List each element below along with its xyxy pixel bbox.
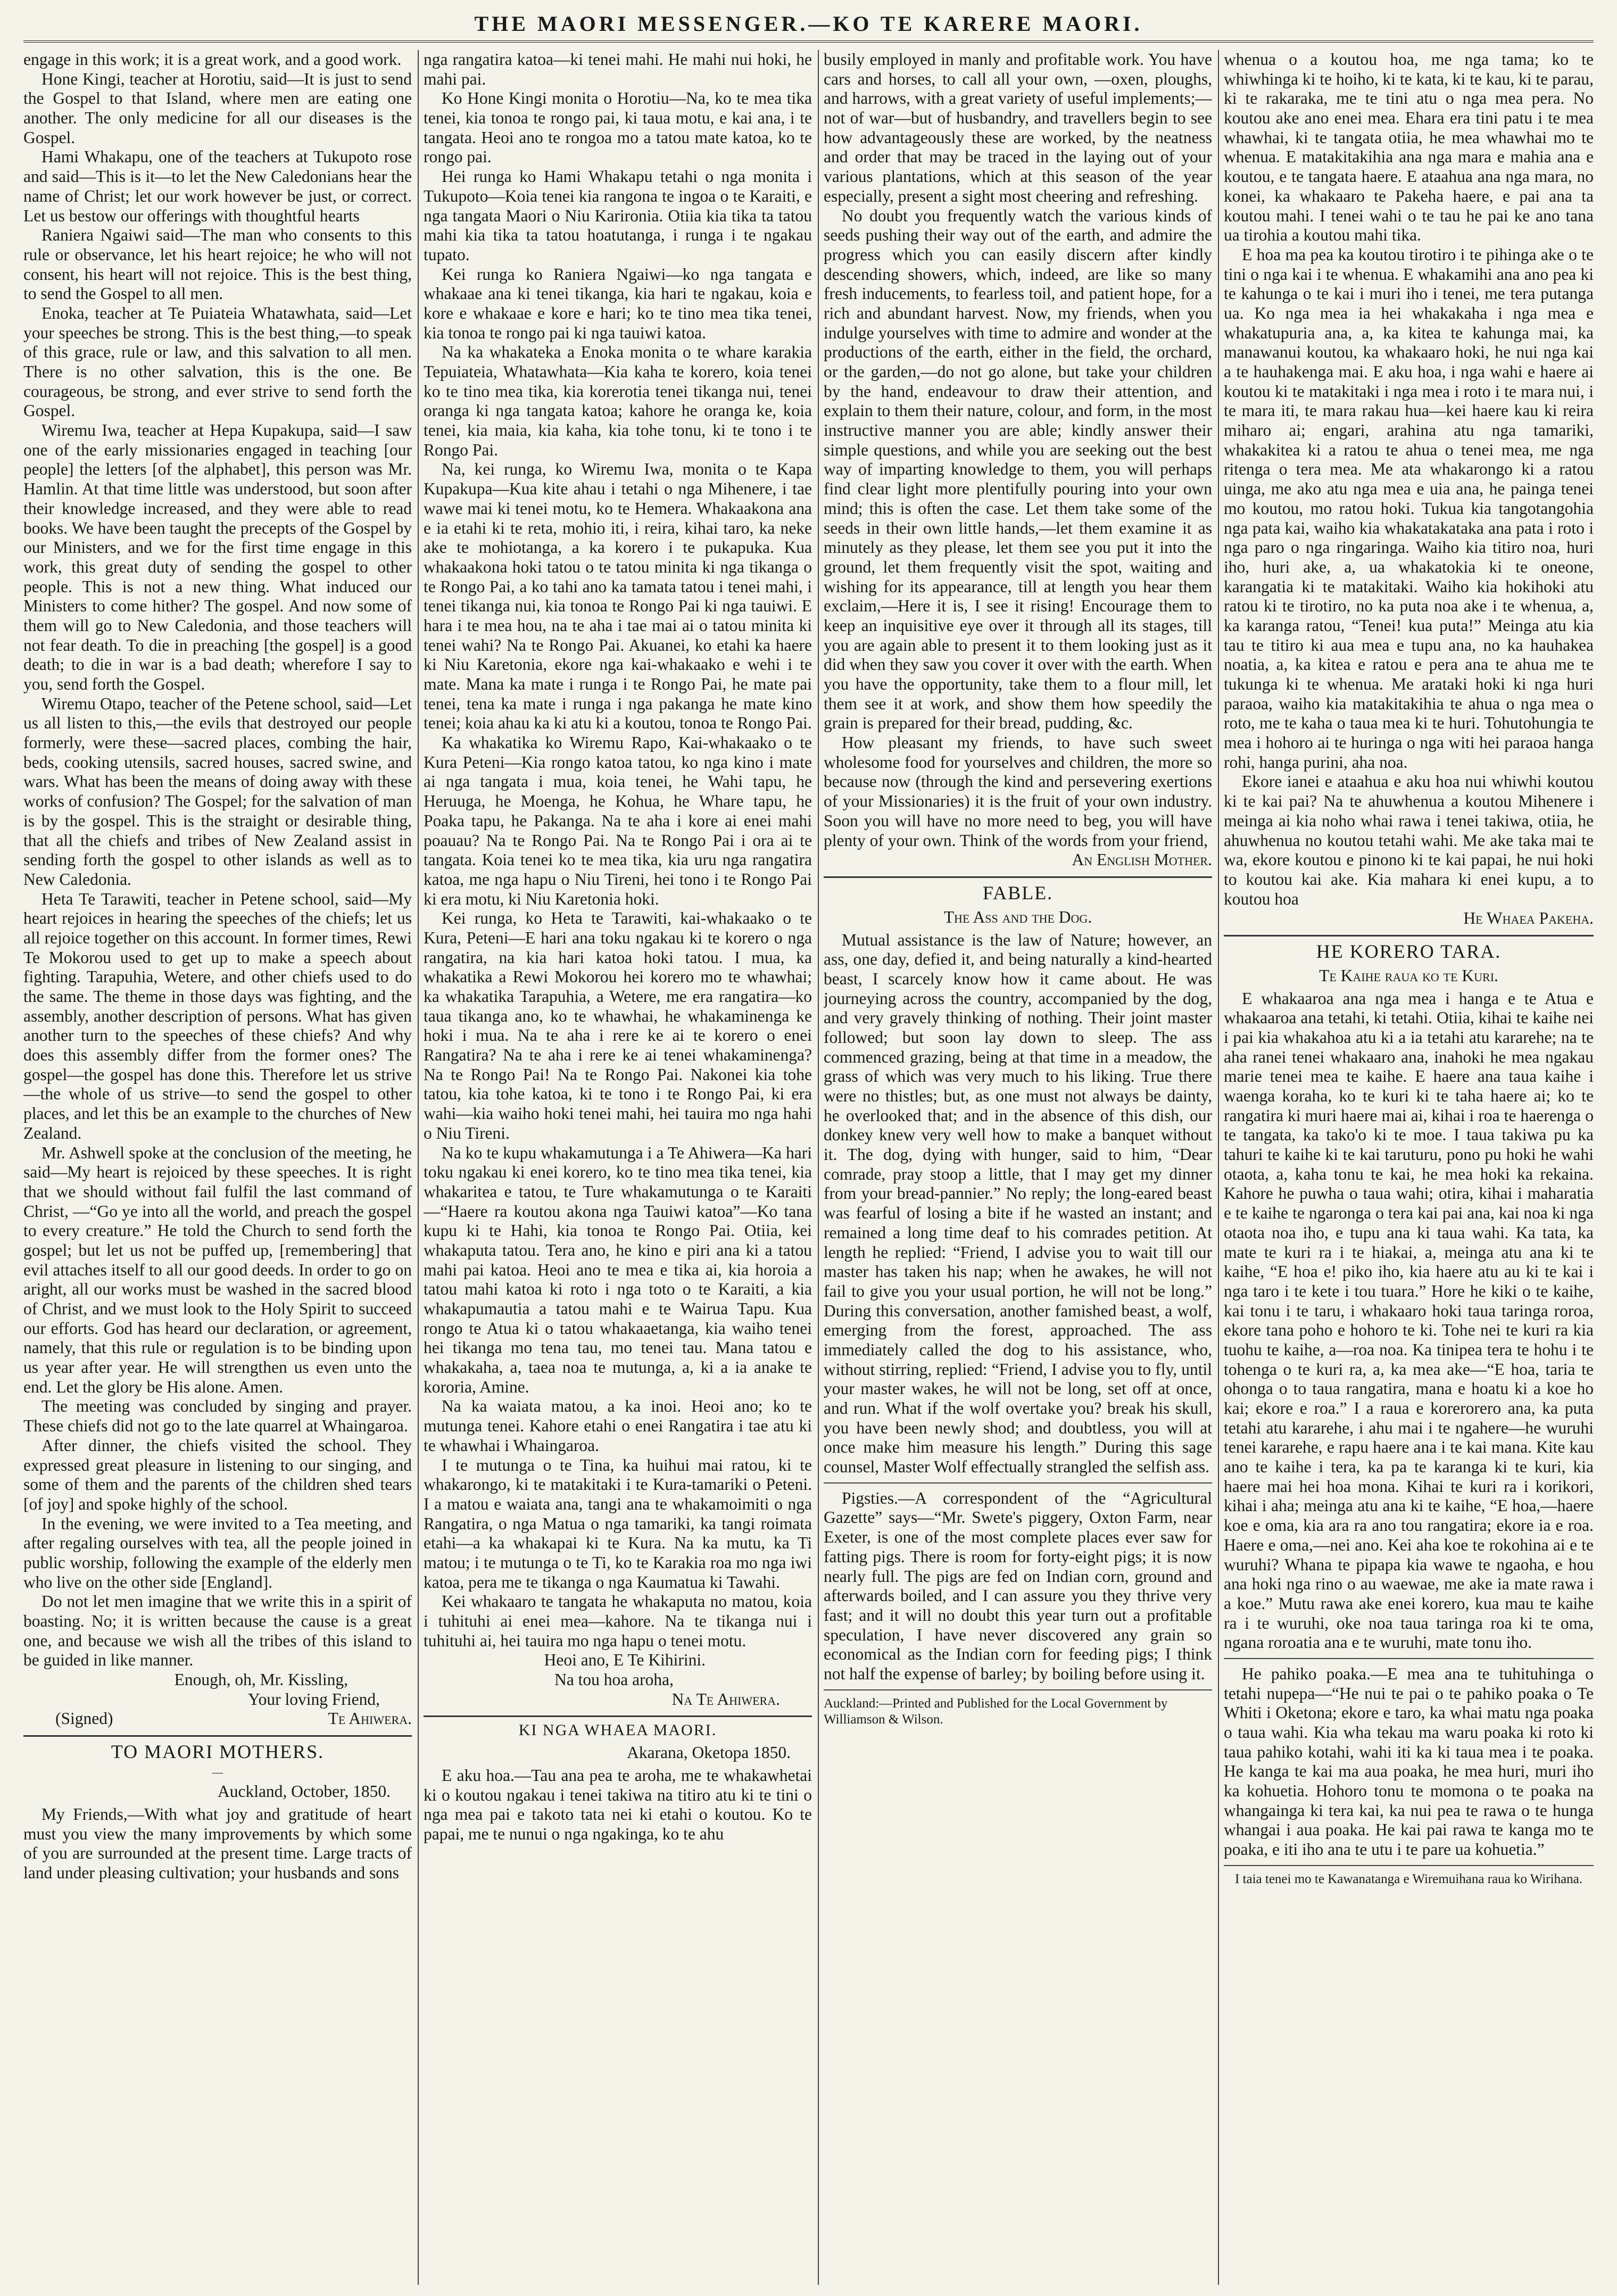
fable-title: FABLE. — [982, 882, 1054, 904]
paragraph: Ko Hone Kingi monita o Horotiu—Na, ko te mea tika tenei, kia tonoa te rongo pai, ki taua motu, e kai ana, i te tangata. Heoi ano te rongoa mo a tatou mate katoa, ko te rongo pai. — [424, 89, 812, 167]
paragraph: Ekore ianei e ataahua e aku hoa nui whiwhi koutou ki te kai pai? Na te ahuwhenua a koutou Mihenere i meinga ai kia noho whai rawa i tenei takiwa, otiia, he ahuwhenua no koutou tetahi wahi. Me ake taka mai te wa, ekore koutou e pinono ki te kai papai, he nui hoki to koutou kai ake. Kia mahara ki enei kupu, a to koutou hoa — [1224, 772, 1594, 908]
letter-closing: Na tou hoa aroha, — [554, 1670, 674, 1689]
column-2 — [424, 50, 812, 2285]
columns — [23, 50, 1594, 2285]
paragraph: Hami Whakapu, one of the teachers at Tukupoto rose and said—This is it—to let the New Caledonians hear the name of Christ; let our work however be just, or correct. Let us bestow our offerings with thoughtful hearts — [23, 147, 412, 225]
masthead-rule — [23, 40, 1594, 43]
paragraph: busily employed in manly and profitable work. You have cars and horses, to call all your own, —oxen, ploughs, and harrows, with a great variety of useful implements;—not of war—but of husbandry, and travellers begin to see how advantageously these are worked, by the neatness and order that may be traced in the laying out of your various plantations, which at this season of the year especially, present a sight most cheering and refreshing. — [824, 50, 1212, 205]
paragraph: After dinner, the chiefs visited the school. They expressed great pleasure in listening to our singing, and some of them and the parents of the children shed tears [of joy] and spoke highly of the school. — [23, 1436, 412, 1513]
signature: He Whaea Pakeha. — [1463, 909, 1594, 928]
article-title: TO MAORI MOTHERS. — [111, 1741, 325, 1763]
column-3 — [824, 50, 1212, 2285]
section-rule — [424, 1715, 812, 1717]
paragraph: Kei whakaaro te tangata he whakaputa no matou, koia i tuhituhi ai enei mea—kahore. Na te tikanga nui i tuhituhi ai, hei tauira mo nga hapu o tenei motu. — [424, 1592, 812, 1650]
column-divider — [1218, 50, 1219, 2285]
paragraph: E aku hoa.—Tau ana pea te aroha, me te whakawhetai ki o koutou ngakau i tenei takiwa na titiro atu ki te tini o nga mea pai e takoto tata nei ki etahi o koutou. Ko te papai, me te nunui o nga ngakinga, ko te ahu — [424, 1766, 812, 1844]
signature: An English Mother. — [1072, 850, 1212, 869]
paragraph: Na ko te kupu whakamutunga i a Te Ahiwera—Ka hari toku ngakau ki enei korero, ko te tino mea tika tenei, kia whakaritea e tatou, te Ture whakamutunga o te Karaiti —“Haere ra koutou akona nga Tauiwi katoa”—Ko tana kupu ki te Hahi, kia tonoa te Rongo Pai. Otiia, kei whakaputa tatou. Tera ano, he kino e piri ana ki a tatou mahi pai katoa. Heoi ano te mea e tika ai, kia horoia a tatou mahi katoa ki roto i nga toto o te Karaiti, a kia whakapumautia a tatou mahi e te Wairua Tapu. Kua rongo te Atua ki o tatou whakaaetanga, kia waiho tenei hei tikanga mo tena tau, mo tenei tau. Mana tatou e whakakaha, a, taea noa te mutunga, a, ki a ia anake te kororia, Amine. — [424, 1143, 812, 1396]
section-rule — [1224, 1865, 1594, 1866]
paragraph: In the evening, we were invited to a Tea meeting, and after regaling ourselves with tea, all the people joined in public worship, following the example of the elderly men who live on the other side [England]. — [23, 1514, 412, 1592]
paragraph: He pahiko poaka.—E mea ana te tuhituhinga o tetahi nupepa—“He nui te pai o te pahiko poaka o Te Whiti i Oketona; ekore e taro, ka whai matu nga poaka o taua wahi. Kia wha tekau ma waru poaka ki roto ki taua pahiko kotahi, wahi iti ka ki taua mea i te poaka. He kanga te kai ma aua poaka, he mea huri, muri iho ka kohuetia. Hohoro tonu te momona o te poaka na whangainga ki tera kai, ka nui pea te rawa o te hunga whangai i aua poaka. He kai pai rawa te kanga mo te poaka, e iti iho ana te utu i te pare ua kohuetia.” — [1224, 1664, 1594, 1859]
section-rule — [23, 1735, 412, 1737]
paragraph: Raniera Ngaiwi said—The man who consents to this rule or observance, let his heart rejoice; he who will not consent, his heart will not rejoice. This is the best thing, to send the Gospel to all men. — [23, 226, 412, 303]
section-rule — [1224, 935, 1594, 936]
paragraph: Heta Te Tarawiti, teacher in Petene school, said—My heart rejoices in hearing the speeches of the chiefs; let us all rejoice together on this account. In former times, Rewi Te Mokorou used to get up to make a speech about fighting. Tarapuhia, Wetere, and other chiefs used to do the same. The theme in those days was fighting, and the assembly, another description of persons. What has given another turn to the speeches of these chiefs? And why does this assembly differ from the former ones? The gospel—the gospel has done this. Therefore let us strive—the whole of us strive—to send the gospel to other places, and let this be an example to the churches of New Zealand. — [23, 889, 412, 1142]
paragraph: Na ka waiata matou, a ka inoi. Heoi ano; ko te mutunga tenei. Kahore etahi o enei Rangatira i tae atu ki te whawhai i Whaingaroa. — [424, 1397, 812, 1455]
paragraph: Wiremu Otapo, teacher of the Petene school, said—Let us all listen to this,—the evils that destroyed our people formerly, were these—sacred places, combing the hair, beds, cooking utensils, sacred houses, sacred swine, and wars. What has been the means of doing away with these works of confusion? The Gospel; for the salvation of man is by the gospel. This is the straight or desirable thing, that all the chiefs and tribes of New Zealand assist in sending forth the gospel to other islands as well as to New Caledonia. — [23, 694, 412, 889]
paragraph: engage in this work; it is a great work, and a good work. — [23, 50, 402, 69]
section-rule — [824, 1482, 1212, 1483]
paragraph: How pleasant my friends, to have such sweet wholesome food for yourselves and children, the more so because now (through the kind and persevering exertions of your Missionaries) it is the fruit of your own industry. Soon you will have no more need to beg, you will have plenty of your own. Think of the words from your friend, — [824, 733, 1212, 850]
paragraph: Mr. Ashwell spoke at the conclusion of the meeting, he said—My heart is rejoiced by these speeches. It is right that we should without fail fulfil the last command of Christ, —“Go ye into all the world, and preach the gospel to every creature.” He told the Church to send forth the gospel; but let us not be puffed up, [remembering] that evil attaches itself to all our good deeds. In order to go on aright, all our works must be washed in the sacred blood of Christ, and we must look to the Holy Spirit to succeed our efforts. God has heard our declaration, or agreement, namely, that this rule or regulation is to be binding upon us year after year. He will strengthen us even unto the end. Let the glory be His alone. Amen. — [23, 1143, 412, 1396]
paragraph: Na, kei runga, ko Wiremu Iwa, monita o te Kapa Kupakupa—Kua kite ahau i tetahi o nga Mihenere, i tae wawe mai ki tenei motu, ko te Hemera. Whakaakona ana e ia etahi ki te reta, mohio iti, i reira, kihai taro, ka neke ake te mohiotanga, a ka korero i te pukapuka. Kua whakaakona hoki tatou o te tatou minita ki nga tikanga o te Rongo Pai, a ko tahi ano ka tamata tatou i tenei mahi, i tenei tikanga nui, kia tonoa te Rongo Pai ki nga tauiwi. E hara i te mea hou, na te aha i tae mai ai o tatou minita ki tenei wahi? Na te Rongo Pai. Akuanei, ko etahi ka haere ki Niu Karetonia, ekore nga kai-whakaako e wehi i te mate. Mana ka mate i runga i te Rongo Pai, he mate pai tenei, tena ka mate i runga i nga pakanga he mate kino tenei; koia ahau ka ki atu ki a koutou, tonoa te Rongo Pai. — [424, 460, 812, 733]
letter-closing: Your loving Friend, — [248, 1689, 380, 1709]
paragraph: Pigsties.—A correspondent of the “Agricultural Gazette” says—“Mr. Swete's piggery, Oxton Farm, near Exeter, is one of the most complete places ever saw for fatting pigs. There is room for forty-eight pigs; it is now nearly full. The pigs are fed on Indian corn, ground and afterwards boiled, and I can assure you they thrive very fast; and it will no doubt this year turn out a profitable speculation, I have never discovered any grain so economical as the Indian corn for feeding pigs; I think not half the expense of barley; by boiling before using it. — [824, 1488, 1212, 1683]
signature: Na Te Ahiwera. — [671, 1689, 780, 1709]
signature-line — [23, 1709, 412, 1729]
paragraph: Kei runga ko Raniera Ngaiwi—ko nga tangata e whakaae ana ki tenei tikanga, kia hari te ngakau, koia e kore e whakaae e kore e hari; ko te tino mea tika tenei, kia tonoa te rongo pai ki nga tauiwi katoa. — [424, 264, 812, 342]
dateline: Akarana, Oketopa 1850. — [627, 1743, 791, 1762]
paragraph: E hoa ma pea ka koutou tirotiro i te pihinga ake o te tini o nga kai i te whenua. E whakamihi ana ano pea ki te kahunga o te kai i muri iho i tenei, me tera putanga ua. Ko nga mea ia hei whakakaha i nga mea e whakatupuria ana, a, ka kitea te kahunga mai, ka manawanui koutou, ka whakaaro hoki, he nui nga kai a te hauhakenga mai. E aku hoa, i nga wahi e haere ai koutou ki te matakitaki i nga mea i roto i te mara nui, i te mara iti, te mara rakau hua—kei haere kau ki reira miharo ai; engari, arahina atu nga tamariki, whakakitea ki a ratou te ahua o tenei mea, me nga ritenga o tera mea. Me ata whakarongo ki a ratou uinga, me ako atu nga mea e uia ana, he painga tenei mo koutou, mo ratou hoki. Tukua kia tangotangohia nga pata kai, waiho kia whakatakataka ana pata i roto i nga paro o nga ringaringa. Waiho kia titiro noa, huri iho, huri ake, a, ua whakatokia ki te oneone, karangatia ki te matakitaki. Waiho kia hokihoki atu ratou ki te tirotiro, no ka puta noa ake i te whenua, a, ka karanga ratou, “Tenei! kua puta!” Meinga atu kia tau te titiro ki aua mea e tupu ana, no ka hauhakea noatia, a, ka kitea e ratou e pera ana te ahua me te tukunga ki te whenua. Me arataki hoki ki nga huri paraoa, waiho kia matakitakihia te ahua o nga mea o roto, me te kaha o taua mea ki te huri. Tohutohungia te mea i hohoro ai te huringa o nga witi hei paraoa hanga rohi, hanga purini, aha noa. — [1224, 245, 1594, 772]
paragraph: No doubt you frequently watch the various kinds of seeds pushing their way out of the earth, and admire the progress which you can easily discern after kindly descending showers, which, indeed, are like so many fresh inducements, to fearless toil, and patient hope, for a rich and abundant harvest. Now, my friends, when you indulge yourselves with time to admire and wonder at the productions of the earth, either in the field, the orchard, or the garden,—do not go alone, but take your children by the hand, endeavour to draw their attention, and explain to them their nature, colour, and form, in the most instructive manner you are able; kindly answer their simple questions, and while you are seeking out the best way of imparting knowledge to them, you will perhaps find clear light more plentifully pouring into your own mind; this is often the case. Let them take some of the seeds in their own little hands,—let them examine it as minutely as they please, let them see you put it into the ground, let them frequently visit the spot, waiting and wishing for its appearance, till at length you hear them exclaim,—Here it is, I see it rising! Encourage them to keep an inquisitive eye over it through all its stages, till you are again able to present it to them looking just as it did when they saw you cover it over with the earth. When you have the opportunity, take them to a flour mill, let them see it at work, and show them how speedily the grain is prepared for their bread, pudding, &c. — [824, 206, 1212, 733]
imprint-footer: I taia tenei mo te Kawanatanga e Wiremuihana raua ko Wirihana. — [1234, 1871, 1583, 1886]
column-divider — [418, 50, 419, 2285]
article-title: KI NGA WHAEA MAORI. — [518, 1721, 717, 1739]
section-rule — [1224, 1658, 1594, 1659]
section-rule — [824, 1689, 1212, 1690]
paragraph: My Friends,—With what joy and gratitude of heart must you view the many improvements by which some of you are surrounded at the present time. Large tracts of land under pleasing cultivation; your husbands and sons — [23, 1805, 412, 1883]
paragraph: Mutual assistance is the law of Nature; however, an ass, one day, defied it, and being naturally a kind-hearted beast, I scarcely know how it came about. He was journeying across the country, accompanied by the dog, and very gravely thinking of nothing. Their joint master followed; but soon lay down to sleep. The ass commenced grazing, being at that time in a meadow, the grass of which was very much to his liking. True there were no thistles; but, as one must not always be dainty, he overlooked that; and in the absence of this dish, our donkey knew very well how to make a banquet without it. The dog, dying with hunger, said to him, “Dear comrade, pray stoop a little, that I may get my dinner from your bread-pannier.” No reply; the long-eared beast was fearful of losing a bite if he wasted an instant; and remained a long time deaf to his comrades petition. At length he replied: “Friend, I advise you to wait till our master has taken his nap; when he awakes, he will not fail to give you your usual portion, he will not be long.” During this conversation, another famished beast, a wolf, emerging from the forest, approached. The ass immediately called the dog to his assistance, who, without stirring, replied: “Friend, I advise you to fly, until your master wakes, he will not be long, set off at once, and run. What if the wolf overtake you? break his skull, you have been newly shod; and doubtless, you will at once make him measure his length.” During this sage counsel, Master Wolf effectually strangled the selfish ass. — [824, 930, 1212, 1477]
paragraph: The meeting was concluded by singing and prayer. These chiefs did not go to the late quarrel at Whaingaroa. — [23, 1397, 412, 1436]
signature: Te Ahiwera. — [328, 1709, 412, 1728]
signed-label: (Signed) — [55, 1709, 113, 1728]
paragraph: Hei runga ko Hami Whakapu tetahi o nga monita i Tukupoto—Koia tenei kia rangona te ingoa o te Karaiti, e nga tangata Maori o Niu Karironia. Otiia kia tika ta tatou mahi kia tika ta tatou hoatutanga, i runga i te ngakau tupato. — [424, 167, 812, 264]
paragraph: E whakaaroa ana nga mea i hanga e te Atua e whakaaroa ana tetahi, ki tetahi. Otiia, kihai te kaihe nei i pai kia whakahoa atu ki a ia tetahi atu kararehe; na te aha ranei tenei whakaaro ana, inahoki he mea ngakau marie tenei mea te kaihe. E haere ana taua kaihe i waenga koraha, ko te kuri ki te taha haere ai; ko te rangatira ki muri haere mai ai, kihai i roa te haerenga o te tangata, ka tako'o ki te moe. I taua takiwa pu ka tahuri te kaihe ki te kai taruturu, pono pu hoki he wahi otaota, a, kaha tonu te kai, he mea hoki ka rekaina. Kahore he puwha o taua wahi; otira, kihai i maharatia e te kaihe te ngaronga o tera kai pai ana, kai noa ki nga otaota noa iho, e tupu ana ki taua wahi. Ka tata, ka mate te kuri ra i te hiakai, a, meinga atu ana ki te kaihe, “E hoa e! piko iho, kia haere atu au ki te kai i nga taro i te kete i tou tuara.” Hore he kiki o te kaihe, kai tonu i te taru, i whakaaro hoki taua taringa roroa, ekore tana poho e hohoro te ki. Tohe nei te kuri ra kia tuohu te kaihe, a—roa noa. Ka tinipea tera te hohu i te tohenga o te kuri ra, a, ka mea ake—“E hoa, taria te ohonga o to taua rangatira, mana e hoatu ki a koe ho kai; ekore e roa.” I a raua e korerorero ana, ka puta tetahi atu kararehe, i ahu mai i te ngahere—he wuruhi tenei kararehe, e rapu haere ana i te kai mana. Kite kau ano te kaihe i tera, ka pa te karanga ki te kuri, kia haere mai hei hoa mona. Kihai te kuri ra i korikori, kihai i aha; meinga atu ana ki te kaihe, “E hoa,—haere koe e oma, kia ara ra ano tou rangatira; ekore ia e roa. Haere e oma,—nei ano. Kei aha koe te rokohina ai e te wuruhi? Whana te pipapa kia wawe te ngaoha, e hou ana hoki nga rino o au waewae, me ake ia mate rawa i a koe.” Mutu rawa ake enei korero, kua mau te kaihe ra i te wuruhi, oke noa taua taringa roa ki te oma, ngana roroatia ana e te wuruhi, mate tonu iho. — [1224, 989, 1594, 1652]
paragraph: Enoka, teacher at Te Puiateia Whatawhata, said—Let your speeches be strong. This is the best thing,—to speak of this grace, rule or law, and this salvation to all men. There is no other salvation, this is the one. Be courageous, be strong, and ever strive to send forth the Gospel. — [23, 303, 412, 420]
section-rule — [824, 876, 1212, 878]
paragraph: Do not let men imagine that we write this in a spirit of boasting. No; it is written because the cause is a great one, and because we wish all the tribes of this island to be guided in like manner. — [23, 1592, 412, 1670]
letter-closing: Heoi ano, E Te Kihirini. — [544, 1651, 706, 1670]
paragraph: Hone Kingi, teacher at Horotiu, said—It is just to send the Gospel to that Island, where men are eating one another. The only medicine for all our diseases is the Gospel. — [23, 69, 412, 147]
column-4 — [1224, 50, 1594, 2285]
column-divider — [818, 50, 819, 2285]
paragraph: Na ka whakateka a Enoka monita o te whare karakia Tepuiateia, Whatawhata—Kia kaha te korero, koia tenei ko te tino mea tika, kia korerotia tenei tikanga nui, tenei oranga ki nga tangata katoa; kahore he oranga ke, koia tenei, kia maia, kia kaha, kia tohe tonu, ki te tono i te Rongo Pai. — [424, 343, 812, 459]
imprint-footer: Auckland:—Printed and Published for the Local Government by Williamson & Wilson. — [824, 1696, 1168, 1727]
masthead: THE MAORI MESSENGER.—KO TE KARERE MAORI. — [474, 12, 1143, 36]
dateline: Auckland, October, 1850. — [217, 1782, 391, 1801]
paragraph: Ka whakatika ko Wiremu Rapo, Kai-whakaako o te Kura Peteni—Kia rongo katoa tatou, ko nga kino i mate ai nga tangata i mua, koia tenei, he Wahi tapu, he Heruuga, he Moenga, he Kohua, he Whare tapu, he Poaka tapu, he Pakanga. Na te aha i kore ai enei mahi poauau? Na te Rongo Pai. Na te Rongo Pai i ora ai te tangata. Koia tenei ko te mea tika, kia uru nga rangatira katoa, me nga hapu o Niu Tireni, hei tono i te Rongo Pai ki era motu, ki Niu Karetonia hoki. — [424, 733, 812, 908]
paragraph: I te mutunga o te Tina, ka huihui mai ratou, ki te whakarongo, ki te matakitaki i te Kura-tamariki o Peteni. I a matou e waiata ana, tangi ana te whakamoimiti o nga Rangatira, o nga Matua o nga tamariki, ka tangi roimata etahi—a ka whakapai ki te Kura. Na ka mutu, ka Ti matou; i te mutunga o te Ti, ko te Karakia roa mo nga iwi katoa, pera me te tikanga o nga Kaumatua ki Tawahi. — [424, 1455, 812, 1592]
ornament: — — [212, 1767, 223, 1779]
paragraph: nga rangatira katoa—ki tenei mahi. He mahi nui hoki, he mahi pai. — [424, 50, 812, 88]
paragraph: whenua o a koutou hoa, me nga tama; ko te whiwhinga ki te hoiho, ki te kata, ki te kau, ki te parau, ki te rakaraka, me te tini atu o nga mea pera. No koutou ake ano enei mea. Ehara era tini patu i te mea whawhai, ki te tangata otiia, he mea whawhai mo te whenua. E matakitakihia ana nga mara e mahia ana e koutou, e te tangata haere. E ataahua ana nga mara, no konei, ka whakaaro te Pakeha haere, e pai ana ta koutou mahi. I tenei wahi o te tau he pai ke ano tana ua tirohia a koutou mahi tika. — [1224, 50, 1594, 245]
fable-subtitle: The Ass and the Dog. — [943, 907, 1092, 926]
column-1 — [23, 50, 412, 2285]
tale-title: HE KORERO TARA. — [1316, 940, 1502, 962]
letter-closing: Enough, oh, Mr. Kissling, — [174, 1670, 348, 1689]
paragraph: Kei runga, ko Heta te Tarawiti, kai-whakaako o te Kura, Peteni—E hari ana toku ngakau ki te korero o nga rangatira, na kia hari katoa hoki tatou. I mua, ka whakatika a Rewi Mokorou hei korero mo te whawhai; ka whakatika Tarapuhia, a Wetere, me era rangatira—ko taua tikanga ano, ko te whawhai, he whakaminenga ke hoki i mua. Na te aha i rere ke ai te korero o enei Rangatira? Na te aha i rere ke ai tenei whakaminenga? Na te Rongo Pai! Na te Rongo Pai. Nakonei kia tohe tatou, kia tohe katoa, ki te tono i te Rongo Pai, ki era wahi—kia waiho hoki tenei mahi, hei tauira mo nga hahi o Niu Tireni. — [424, 909, 812, 1142]
tale-subtitle: Te Kaihe raua ko te Kuri. — [1319, 966, 1498, 985]
paragraph: Wiremu Iwa, teacher at Hepa Kupakupa, said—I saw one of the early missionaries engaged in teaching [our people] the letters [of the alphabet], this person was Mr. Hamlin. At that time little was understood, but soon after their knowledge increased, and they were able to read books. We have been taught the precepts of the Gospel by our Ministers, and we for the first time engage in this work, this great duty of sending the gospel to other people. This is not a new thing. What induced our Ministers to come hither? The gospel. And now some of them will go to New Caledonia, and those teachers will not fear death. To die in preaching [the gospel] is a good death; to die in war is a bad death; wherefore I say to you, send forth the Gospel. — [23, 421, 412, 693]
